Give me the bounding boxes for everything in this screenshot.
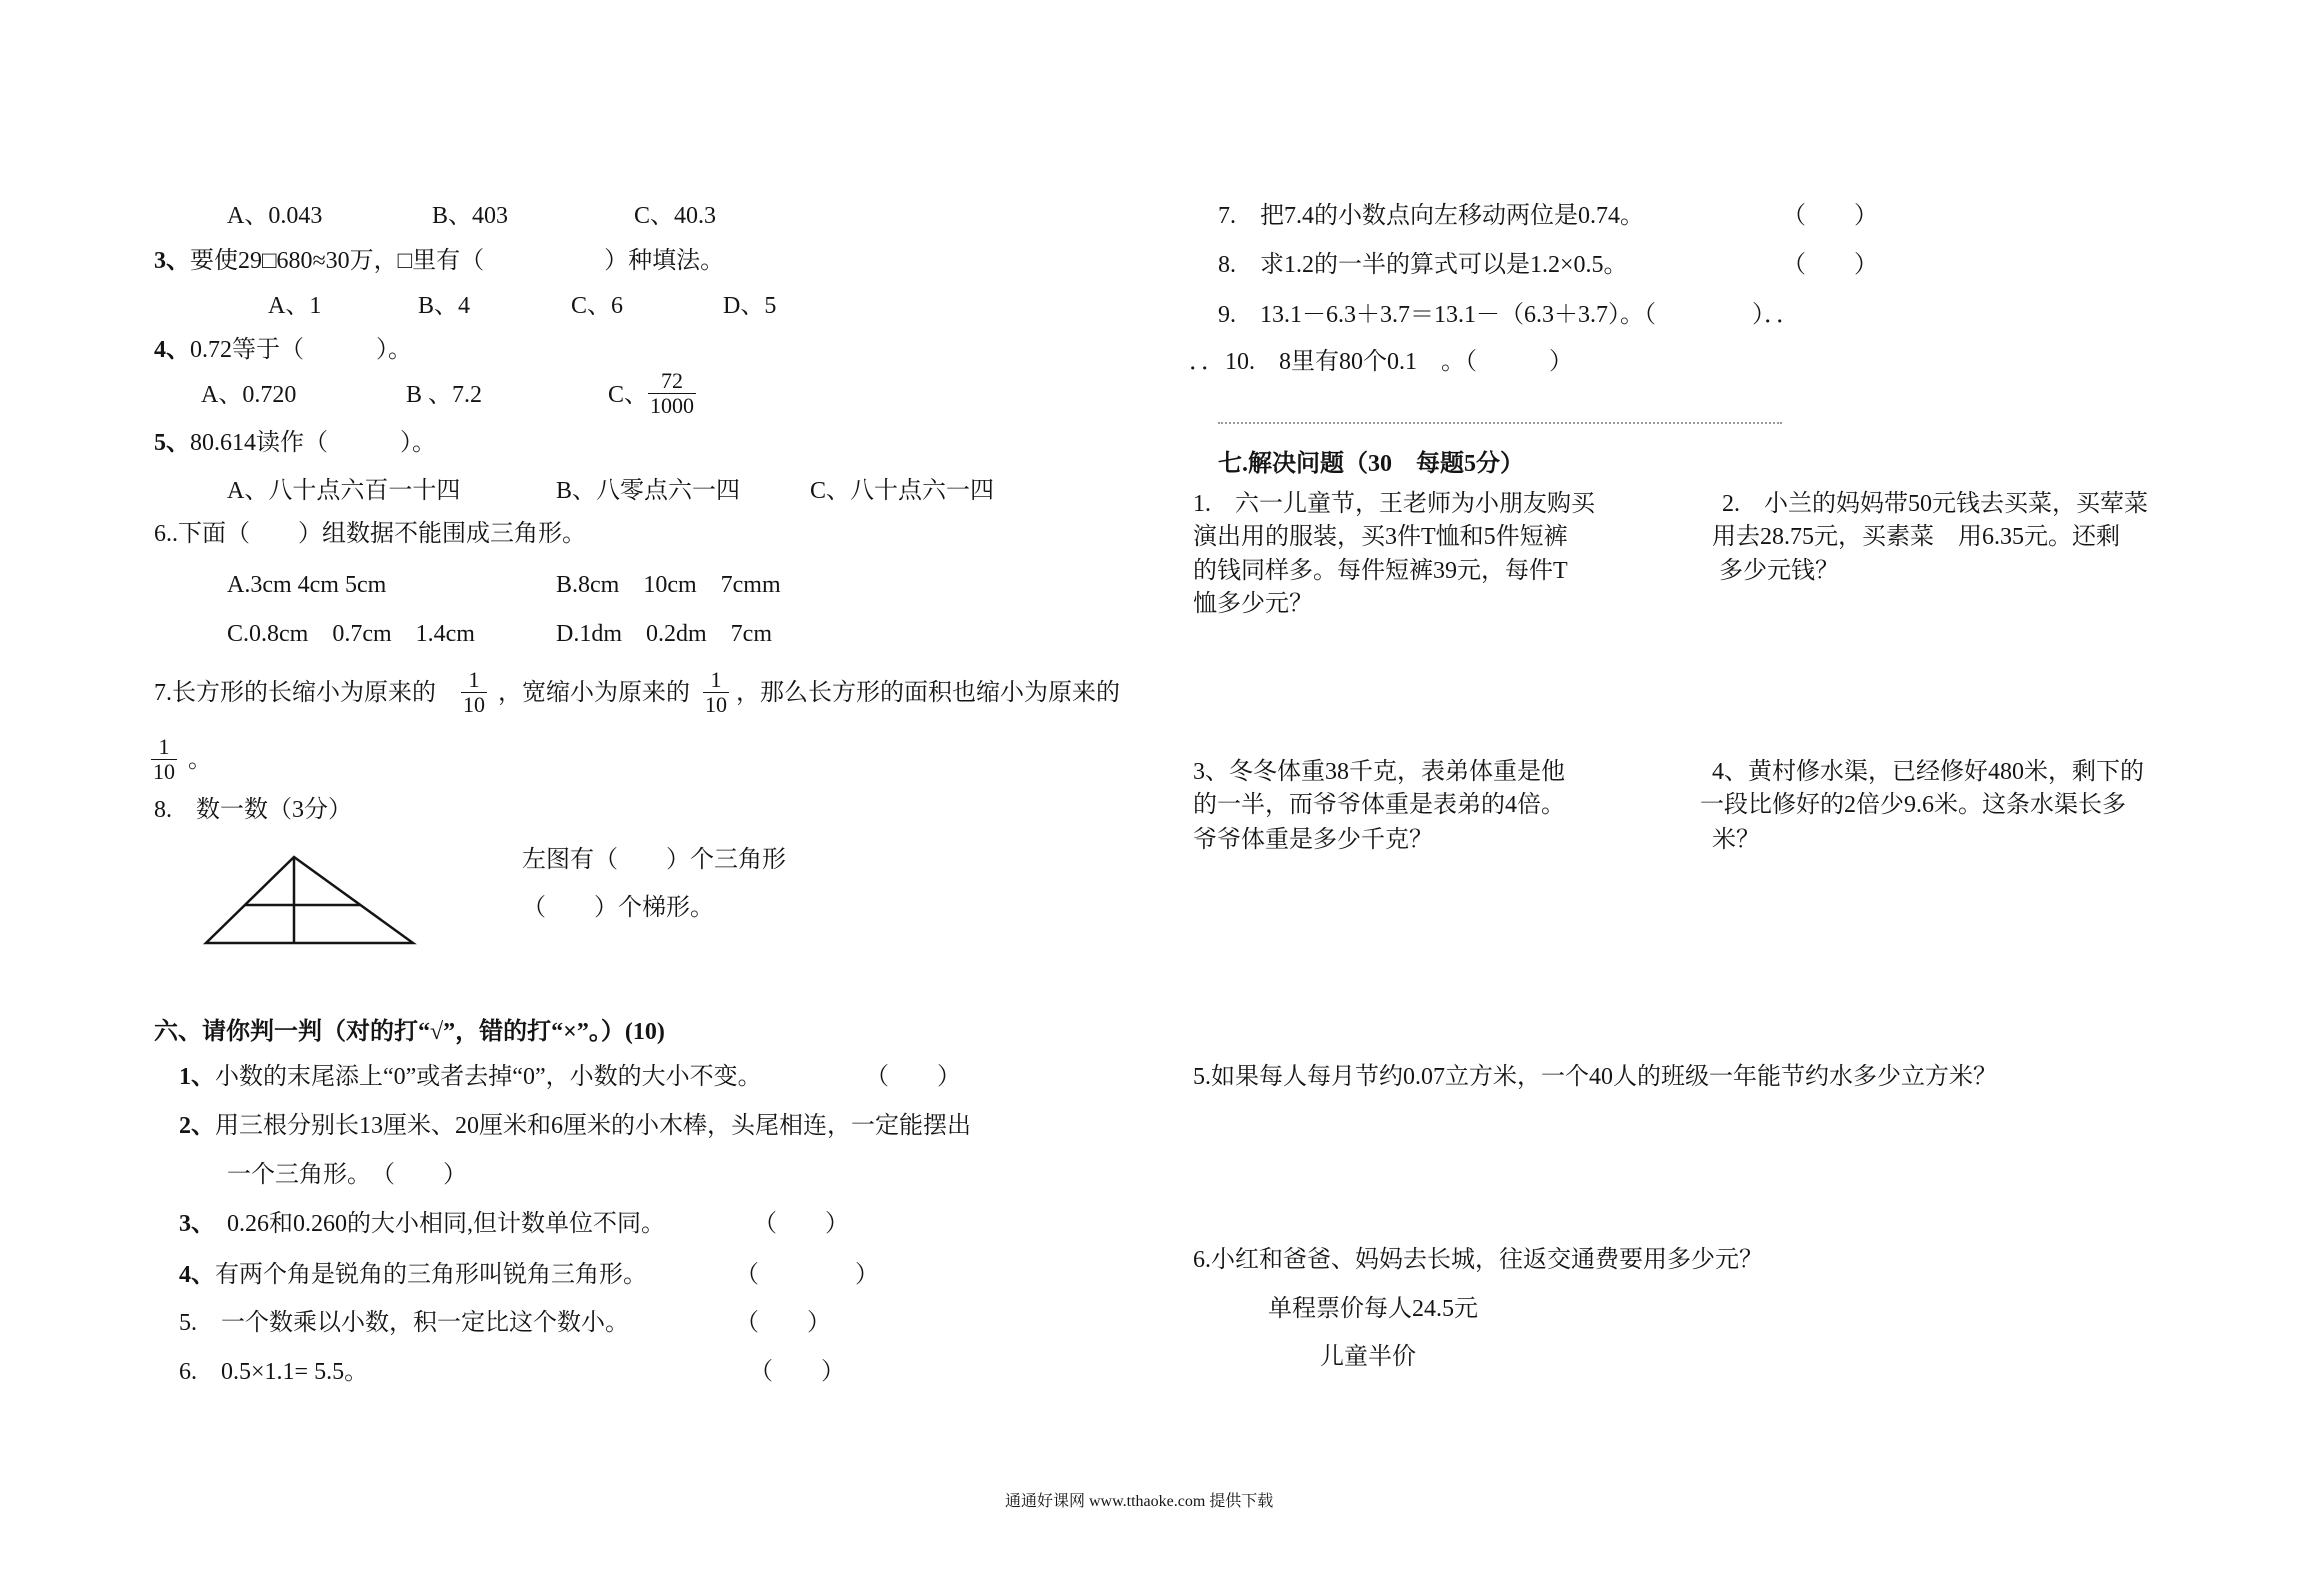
- q4-option-b: B 、7.2: [406, 382, 483, 408]
- q5-option-b: B、八零点六一四: [556, 478, 741, 504]
- question-8-trapezoids: （ ）个梯形。: [522, 895, 714, 921]
- fraction-numerator: 72: [661, 368, 683, 393]
- problem-1-line-3: 的钱同样多。每件短裤39元，每件T: [1193, 558, 1568, 584]
- judge-item-number: 1、: [179, 1064, 215, 1090]
- question-7-part4: 。: [188, 747, 212, 773]
- judge-item-7-blank: （ ）: [1782, 203, 1878, 229]
- judge-item-5-blank: （ ）: [735, 1310, 831, 1336]
- problem-1-line-2: 演出用的服装，买3件T恤和5件短裤: [1193, 524, 1568, 550]
- judge-item-1: [179, 1063, 762, 1091]
- question-6: 6..下面（ ）组数据不能围成三角形。: [154, 521, 586, 547]
- problem-6-child-price: 儿童半价: [1320, 1344, 1416, 1370]
- section-7-heading: 七.解决问题（30 每题5分）: [1218, 451, 1524, 477]
- problem-1-line-1: 1. 六一儿童节，王老师为小朋友购买: [1193, 491, 1595, 517]
- question-8-title: 8. 数一数（3分）: [154, 797, 352, 823]
- judge-item-2-continued: 一个三角形。 （ ）: [227, 1162, 467, 1188]
- judge-item-4: [179, 1261, 647, 1289]
- judge-item-9: 9. 13.1－6.3＋3.7＝13.1－（6.3＋3.7）。（ ）．．: [1218, 302, 1800, 328]
- page-footer: 通通好课网 www.tthaoke.com 提供下载: [1005, 1493, 1274, 1510]
- judge-item-text: 0.26和0.260的大小相同,但计数单位不同。: [203, 1211, 665, 1237]
- q3-option-b: B、4: [418, 293, 471, 319]
- q6-option-a: A.3cm 4cm 5cm: [227, 572, 387, 598]
- question-8-triangles: 左图有（ ）个三角形: [522, 847, 786, 873]
- judge-item-number: 3、: [179, 1211, 203, 1237]
- question-7-fraction-3: [151, 735, 177, 784]
- judge-item-number: 6.: [179, 1359, 197, 1385]
- judge-item-number: 2、: [179, 1113, 215, 1139]
- q2-option-b: B、403: [432, 203, 509, 229]
- q5-option-c: C、八十点六一四: [810, 478, 995, 504]
- problem-4-line-2: 一段比修好的2倍少9.6米。这条水渠长多: [1700, 792, 2126, 818]
- problem-6-ticket-price: 单程票价每人24.5元: [1268, 1296, 1478, 1322]
- judge-item-2: [179, 1112, 971, 1140]
- fraction-numerator: 1: [468, 667, 480, 692]
- judge-item-1-blank: （ ）: [865, 1064, 961, 1090]
- q4-option-a: A、0.720: [201, 382, 297, 408]
- judge-item-8-blank: （ ）: [1782, 252, 1878, 278]
- question-7-fraction-2: [703, 668, 729, 717]
- problem-2-line-2: 用去28.75元，买素菜 用6.35元。还剩: [1712, 524, 2120, 550]
- question-4: [154, 336, 412, 364]
- judge-item-text: 用三根分别长13厘米、20厘米和6厘米的小木棒，头尾相连，一定能摆出: [215, 1113, 971, 1139]
- question-7-fraction-1: [461, 668, 487, 717]
- judge-item-text: 有两个角是锐角的三角形叫锐角三角形。: [215, 1262, 647, 1288]
- problem-3-line-1: 3、冬冬体重38千克，表弟体重是他: [1193, 759, 1565, 785]
- q5-option-a: A、八十点六百一十四: [227, 478, 461, 504]
- judge-item-text: 0.5×1.1= 5.5。: [197, 1359, 369, 1385]
- q6-option-b: B.8cm 10cm 7cmm: [556, 572, 781, 598]
- q3-option-d: D、5: [723, 293, 777, 319]
- question-7-part2: ，宽缩小为原来的: [498, 680, 690, 706]
- problem-3-line-2: 的一半，而爷爷体重是表弟的4倍。: [1193, 792, 1565, 818]
- q2-option-a: A、0.043: [227, 203, 323, 229]
- problem-4-line-1: 4、黄村修水渠，已经修好480米，剩下的: [1712, 759, 2144, 785]
- question-7-part3: ，那么长方形的面积也缩小为原来的: [736, 680, 1120, 706]
- judge-item-number: 5.: [179, 1310, 197, 1336]
- fraction-denominator: 1000: [650, 393, 694, 418]
- fraction-denominator: 10: [153, 759, 175, 784]
- question-3-number: 3、: [154, 248, 190, 274]
- problem-1-line-4: 恤多少元？: [1193, 591, 1313, 617]
- judge-item-7: 7. 把7.4的小数点向左移动两位是0.74。: [1218, 203, 1644, 229]
- judge-item-3: [179, 1210, 665, 1238]
- judge-item-3-blank: （ ）: [753, 1211, 849, 1237]
- dotted-divider: [1218, 422, 1782, 424]
- q3-option-c: C、6: [571, 293, 624, 319]
- question-5: [154, 429, 436, 457]
- question-3-text: 要使29□680≈30万，□里有（ ）种填法。: [190, 248, 725, 274]
- triangle-figure: [196, 850, 426, 950]
- judge-item-6: [179, 1358, 368, 1386]
- judge-item-4-blank: （ ）: [735, 1262, 879, 1288]
- judge-item-8: 8. 求1.2的一半的算式可以是1.2×0.5。: [1218, 252, 1628, 278]
- question-5-text: 80.614读作（ ）。: [190, 430, 436, 456]
- problem-6: 6.小红和爸爸、妈妈去长城，往返交通费要用多少元？: [1193, 1247, 1763, 1273]
- problem-5: 5.如果每人每月节约0.07立方米，一个40人的班级一年能节约水多少立方米？: [1193, 1064, 1997, 1090]
- fraction-numerator: 1: [158, 734, 170, 759]
- q6-option-c: C.0.8cm 0.7cm 1.4cm: [227, 621, 475, 647]
- problem-4-line-3: 米？: [1712, 827, 1760, 853]
- fraction-numerator: 1: [710, 667, 722, 692]
- problem-2-line-1: 2. 小兰的妈妈带50元钱去买菜，买荤菜: [1722, 491, 2148, 517]
- problem-2-line-3: 多少元钱？: [1719, 558, 1839, 584]
- fraction-denominator: 10: [705, 692, 727, 717]
- question-4-text: 0.72等于（ ）。: [190, 337, 412, 363]
- q4-option-c-fraction: [648, 369, 696, 418]
- q6-option-d: D.1dm 0.2dm 7cm: [556, 621, 772, 647]
- q3-option-a: A、1: [268, 293, 322, 319]
- judge-item-number: 4、: [179, 1262, 215, 1288]
- fraction-denominator: 10: [463, 692, 485, 717]
- judge-item-10: ．．10. 8里有80个0.1 。（ ）: [1189, 349, 1573, 375]
- question-7-part1: 7.长方形的长缩小为原来的: [154, 680, 436, 706]
- section-6-heading: 六、请你判一判（对的打“√”，错的打“×”。）(10): [154, 1019, 665, 1045]
- question-3: [154, 247, 724, 275]
- q4-option-c-label: C、: [608, 382, 649, 408]
- judge-item-5: [179, 1309, 629, 1337]
- q2-option-c: C、40.3: [634, 203, 717, 229]
- problem-3-line-3: 爷爷体重是多少千克？: [1193, 827, 1433, 853]
- question-5-number: 5、: [154, 430, 190, 456]
- outer-triangle: [206, 857, 413, 943]
- judge-item-text: 小数的末尾添上“0”或者去掉“0”，小数的大小不变。: [215, 1064, 762, 1090]
- question-4-number: 4、: [154, 337, 190, 363]
- judge-item-text: 一个数乘以小数，积一定比这个数小。: [197, 1310, 629, 1336]
- judge-item-6-blank: （ ）: [749, 1359, 845, 1385]
